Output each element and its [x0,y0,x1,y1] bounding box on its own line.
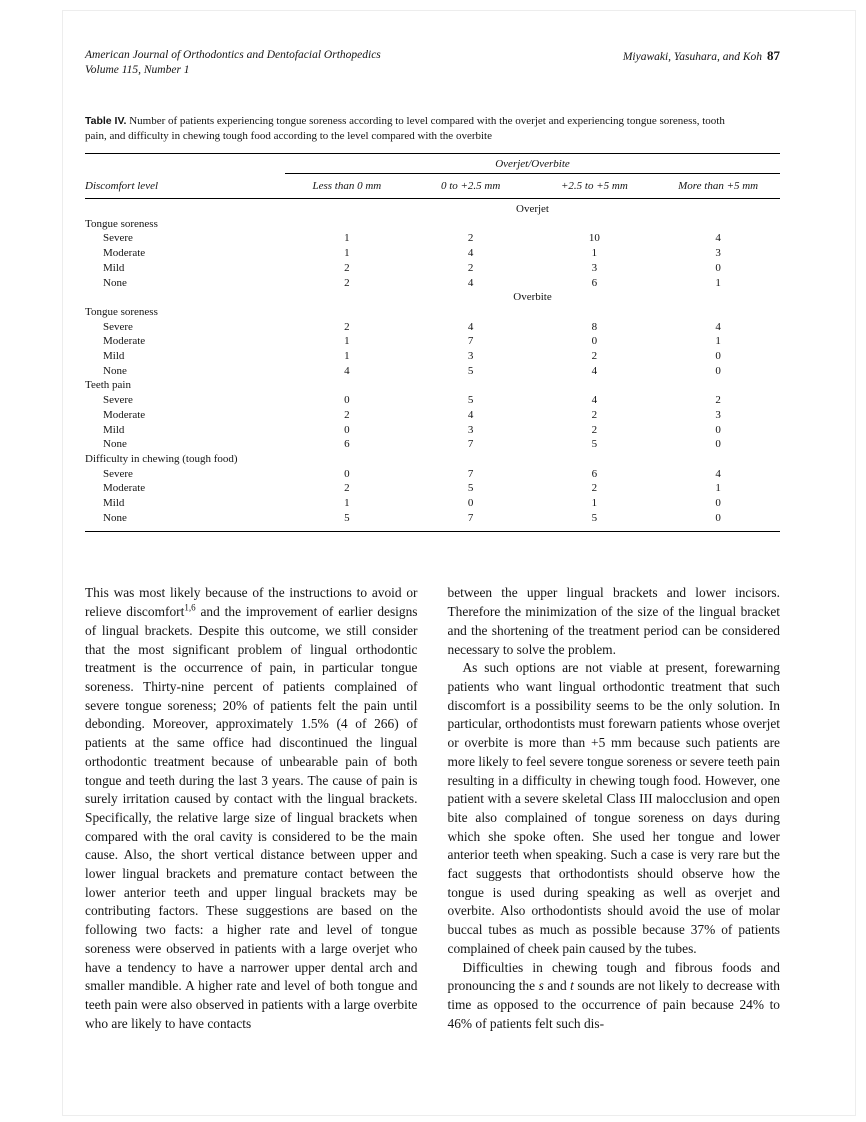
table-row [85,423,780,438]
citation-ref: 1,6 [184,602,196,613]
cell-value: 4 [591,394,598,407]
paragraph: between the upper lingual brackets and lower incisors. Therefore the minimization of the size of the lingual bracket and the shortening of the treatment period can be considered necessary to solve the problem. [447,585,780,657]
cell-value: 1 [344,350,350,363]
cell-value: 0 [715,511,721,524]
cell-value: 1 [344,497,350,510]
cell-value: 2 [344,320,350,333]
cell-value: 2 [591,408,598,421]
cell-value: 3 [715,408,721,421]
table-body [85,199,780,531]
table-group-row [85,305,780,320]
table-row [85,320,780,335]
paragraph-text: Difficulties in chewing tough and fibrous foods and pronouncing the [447,959,780,994]
row-label: None [103,511,127,524]
cell-value: 2 [344,408,350,421]
cell-value: 0 [344,423,350,436]
paragraph-text: This was most likely because of the instructions to avoid or relieve discomfort [85,585,418,620]
table-span-row [85,154,780,174]
cell-value: 4 [715,320,721,333]
cell-value: 5 [467,394,474,407]
page-content [85,48,780,1033]
row-label: Mild [103,350,125,363]
paragraph-text: sounds are not likely to decrease with time as opposed to the occurrence of pain because 24% to 46% of patients felt such dis- [447,978,780,1031]
table-group-label: Tongue soreness [85,305,158,318]
cell-value: 5 [467,364,474,377]
cell-value: 1 [591,497,598,510]
row-label: None [103,438,127,451]
row-label: Moderate [103,247,146,260]
journal-volume: Volume 115, Number 1 [85,64,190,76]
cell-value: 8 [591,320,598,333]
table-group-row [85,217,780,232]
cell-value: 4 [715,467,721,480]
cell-value: 5 [344,511,350,524]
table-row [85,496,780,511]
cell-value: 0 [715,438,721,451]
right-column [448,584,781,1033]
column-header-more-than-5: More than +5 mm [678,180,759,192]
page-number: 87 [767,48,780,63]
cell-value: 4 [467,276,474,289]
article-body [85,584,780,1033]
cell-value: 2 [467,261,474,274]
running-authors-block [623,48,780,65]
row-label: Severe [103,320,133,333]
row-label: Mild [103,497,125,510]
cell-value: 7 [467,438,474,451]
column-header-2-5-to-5: +2.5 to +5 mm [560,180,628,192]
cell-value: 3 [591,261,598,274]
table-row [85,437,780,452]
row-label: Moderate [103,408,146,421]
paragraph: As such options are not viable at present, forewarning patients who want lingual orthodontic treatment that such discomfort is a possibility seems to be the only solution. In particular, orthodontists must forewarn patients whose overjet or overbite is more than +5 mm because such patients are more likely to feel severe tongue soreness or severe teeth pain resulting in a difficulty in chewing tough food. However, one patient with a severe skeletal Class III malocclusion and open bite also complained of tongue soreness on days during which she spoke often. She used her tongue and lower anterior teeth when speaking. Such a case is very rare but the fact suggests that orthodontists should observe how the tongue is used during speaking as well as overjet and overbite. Also orthodontists should avoid the use of molar buccal tubes as much as possible because 37% of patients complained of cheek pain caused by the tubes. [447,660,780,956]
table-row [85,408,780,423]
table-row [85,364,780,379]
cell-value: 2 [591,482,598,495]
cell-value: 3 [467,350,474,363]
table-group-label: Teeth pain [85,379,131,392]
row-label: Mild [103,261,125,274]
cell-value: 0 [715,423,721,436]
table-caption: Number of patients experiencing tongue soreness according to level compared with the overjet and experiencing tongue soreness, tooth pain, and difficulty in chewing tough food according to the level compared with the overbite [85,115,725,142]
row-label: Moderate [103,335,146,348]
table [85,153,780,532]
cell-value: 7 [467,467,474,480]
journal-info [85,48,381,78]
cell-value: 4 [344,364,350,377]
table-group-label: Tongue soreness [85,217,158,230]
cell-value: 0 [715,364,721,377]
cell-value: 2 [344,261,350,274]
table-row [85,467,780,482]
divider-spacer [85,290,285,305]
cell-value: 4 [467,247,474,260]
table-divider-row [85,290,780,305]
cell-value: 1 [715,482,721,495]
table-header-row [85,174,780,199]
row-label: Severe [103,467,133,480]
row-label: None [103,364,127,377]
table-row [85,231,780,246]
cell-value: 0 [715,497,721,510]
cell-value: 2 [715,394,721,407]
emphasized-letter: t [570,978,574,994]
table-row [85,349,780,364]
cell-value: 3 [467,423,474,436]
cell-value: 7 [467,511,474,524]
table-row [85,246,780,261]
row-label: Severe [103,394,133,407]
cell-value: 4 [467,408,474,421]
table-group-label: Difficulty in chewing (tough food) [85,452,238,465]
cell-value: 2 [344,276,350,289]
column-header-less-than-0: Less than 0 mm [312,180,382,192]
cell-value: 4 [591,364,598,377]
table-row [85,276,780,291]
table-caption-block [85,114,745,143]
running-authors: Miyawaki, Yasuhara, and Koh [622,51,762,63]
cell-value: 0 [344,394,350,407]
column-header-0-to-2-5: 0 to +2.5 mm [440,180,501,192]
row-label: Mild [103,423,125,436]
cell-value: 10 [588,232,600,245]
cell-value: 1 [715,335,721,348]
cell-value: 5 [591,511,598,524]
cell-value: 0 [344,467,350,480]
span-spacer [85,154,285,174]
journal-title: American Journal of Orthodontics and Dentofacial Orthopedics [85,49,381,61]
cell-value: 1 [344,232,350,245]
table-group-row [85,452,780,467]
cell-value: 5 [591,438,598,451]
cell-value: 4 [715,232,721,245]
cell-value: 7 [467,335,474,348]
cell-value: 5 [467,482,474,495]
table-row [85,481,780,496]
cell-value: 3 [715,247,721,260]
cell-value: 0 [715,350,721,363]
cell-value: 2 [591,350,598,363]
row-label: None [103,276,127,289]
cell-value: 0 [715,261,721,274]
table-group-row [85,378,780,393]
cell-value: 2 [344,482,350,495]
table-row [85,511,780,526]
cell-value: 6 [591,276,598,289]
row-label: Moderate [103,482,146,495]
table-row [85,261,780,276]
row-label: Severe [103,232,133,245]
cell-value: 2 [591,423,598,436]
column-header-discomfort-level: Discomfort level [85,180,159,192]
table-divider-label: Overbite [513,291,552,304]
table-divider-label: Overjet [516,203,549,215]
cell-value: 6 [591,467,598,480]
cell-value: 6 [344,438,350,451]
table-row [85,393,780,408]
emphasized-letter: s [538,978,544,994]
paragraph-text: and [543,978,571,994]
cell-value: 0 [467,497,474,510]
table-label: Table IV. [85,115,127,127]
cell-value: 4 [467,320,474,333]
paragraph-text: and the improvement of earlier designs of lingual brackets. Despite this outcome, we still consider that the most significant problem of lingual orthodontic treatment is the occurrence of pain, in particular tongue soreness. Thirty-nine percent of patients complained of severe tongue soreness; 20% of patients felt the pain until debonding. Moreover, approximately 1.5% (4 of 266) of patients at the same office had discontinued the lingual orthodontic treatment because of unbearable pain of both tongue and teeth during the last 3 years. The cause of pain is surely irritation caused by contact with the lingual brackets. Specifically, the relative large size of lingual brackets when compared with the oral cavity is considered to be the main cause. Also, the short vertical distance between upper and lower lingual brackets and premature contact between the lower anterior teeth and upper lingual brackets may be contributing factors. These suggestions are based on the following two facts: a higher rate and level of tongue soreness were observed in patients with a large overjet who have a tendency to have a narrower upper dental arch and smaller mandible. A higher rate and level of both tongue and teeth pain were also observed in patients with a large overbite who are likely to have contacts [85,604,418,1031]
divider-spacer [85,202,285,217]
cell-value: 2 [467,232,474,245]
cell-value: 1 [715,276,721,289]
cell-value: 1 [344,247,350,260]
paragraph [448,959,781,1034]
left-column [85,584,418,1033]
running-head [85,48,780,78]
cell-value: 1 [591,247,598,260]
cell-value: 1 [344,335,350,348]
table-divider-row [85,202,780,217]
table-row [85,334,780,349]
paragraph [85,584,418,1033]
table-span-header: Overjet/Overbite [285,154,780,174]
cell-value: 0 [591,335,598,348]
